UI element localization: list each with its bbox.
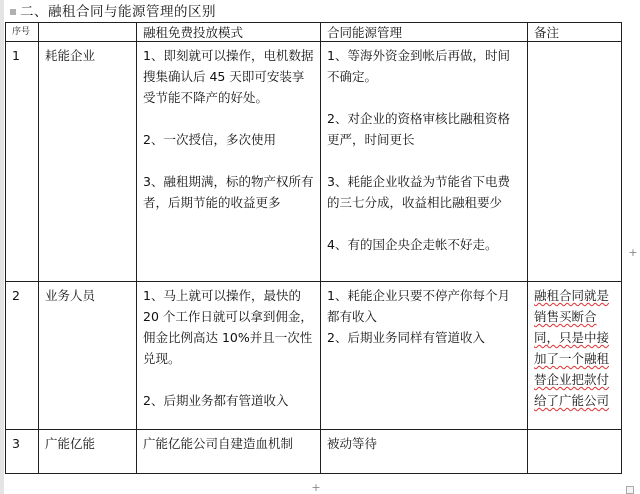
lease-cell: [137, 282, 321, 430]
page-edge: [0, 0, 4, 494]
lease-item: 1、马上就可以操作，最快的 20 个工作日就可以拿到佣金，佣金比例高达 10%并且一次性兑现。: [143, 288, 313, 366]
table-resize-handle[interactable]: [626, 486, 634, 494]
contract-item: 2、后期业务同样有管道收入: [327, 330, 485, 345]
section-heading: [10, 2, 216, 22]
contract-cell: [321, 42, 528, 282]
contract-item: 2、对企业的资格审核比融租资格更严，时间更长: [327, 111, 510, 147]
lease-cell: [137, 42, 321, 282]
header-lease: 融租免费投放模式: [137, 23, 321, 42]
row-no: 3: [6, 430, 39, 474]
add-row-icon[interactable]: +: [311, 481, 321, 494]
add-column-icon[interactable]: +: [628, 246, 638, 259]
header-no: 序号: [6, 23, 39, 42]
lease-item: 1、即刻就可以操作，电机数据搜集确认后 45 天即可安装享受节能不降产的好处。: [143, 48, 314, 105]
contract-item: 1、等海外资金到帐后再做，时间不确定。: [327, 48, 510, 84]
header-subject: [39, 23, 137, 42]
move-handle-icon[interactable]: [10, 9, 16, 15]
header-row: [6, 23, 622, 42]
row-subject: 广能亿能: [39, 430, 137, 474]
contract-cell: [321, 282, 528, 430]
table-row: [6, 42, 622, 282]
row-no: 1: [6, 42, 39, 282]
lease-item: 广能亿能公司自建造血机制: [143, 436, 294, 451]
remark-cell: [528, 430, 622, 474]
lease-item: 3、融租期满，标的物产权所有者，后期节能的收益更多: [143, 174, 314, 210]
contract-item: 4、有的国企央企走帐不好走。: [327, 237, 498, 252]
contract-item: 1、耗能企业只要不停产你每个月都有收入: [327, 288, 510, 324]
lease-item: 2、一次授信，多次使用: [143, 132, 276, 147]
header-remark: 备注: [528, 23, 622, 42]
row-subject: 业务人员: [39, 282, 137, 430]
heading-text: 二、融租合同与能源管理的区别: [20, 4, 216, 20]
contract-item: 被动等待: [327, 436, 378, 451]
table-row: [6, 430, 622, 474]
remark-text: 融租合同就是销售买断合同，只是中接加了一个融租替企业把款付给了广能公司: [534, 288, 610, 408]
comparison-table: [5, 22, 622, 474]
table-row: [6, 282, 622, 430]
remark-cell: [528, 42, 622, 282]
row-no: 2: [6, 282, 39, 430]
row-subject: 耗能企业: [39, 42, 137, 282]
remark-cell: [528, 282, 622, 430]
contract-item: 3、耗能企业收益为节能省下电费的三七分成，收益相比融租要少: [327, 174, 510, 210]
contract-cell: [321, 430, 528, 474]
lease-item: 2、后期业务都有管道收入: [143, 393, 289, 408]
header-contract: 合同能源管理: [321, 23, 528, 42]
lease-cell: [137, 430, 321, 474]
